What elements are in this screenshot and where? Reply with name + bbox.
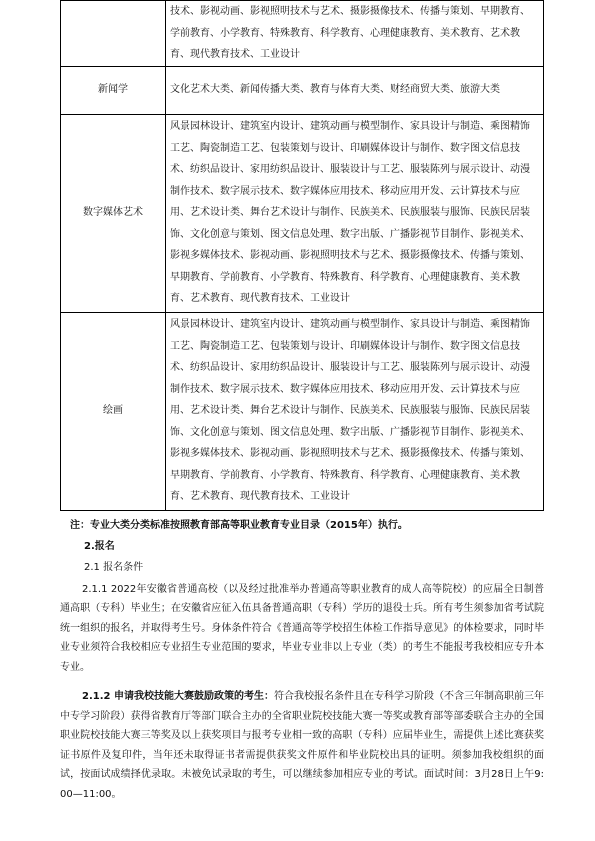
majors-cell: 文化艺术大类、新闻传播大类、教育与体育大类、财经商贸大类、旅游大类 xyxy=(166,66,544,114)
category-cell: 绘画 xyxy=(61,312,166,510)
table-row xyxy=(61,114,544,312)
paragraph-body: 符合我校报名条件且在专科学习阶段（不含三年制高职前三年中专学习阶段）获得省教育厅等部门联合主办的全省职业院校技能大赛一等奖或教育部等部委联合主办的全国职业院校技能大赛三等奖及以上获奖项目与报考专业相一致的高职（专科）应届毕业生，需提供上述比赛获奖证书原件及复印件，当年还未取得证书者需提供获奖文件原件和毕业院校出具的证明。须参加我校组织的面试，按面试成绩择优录取。未被免试录取的考生，可以继续参加相应专业的考试。面试时间：3月28日上午9:00—11:00。 xyxy=(60,691,545,800)
majors-cell: 技术、影视动画、影视照明技术与艺术、摄影摄像技术、传播与策划、早期教育、学前教育、小学教育、特殊教育、科学教育、心理健康教育、美术教育、艺术教育、现代教育技术、工业设计 xyxy=(166,1,544,67)
paragraph-skills-competition xyxy=(60,687,544,804)
majors-table xyxy=(60,0,544,511)
subsection-title: 2.1 报名条件 xyxy=(84,561,144,573)
section-title: 2.报名 xyxy=(84,540,115,552)
table-row xyxy=(61,312,544,510)
table-note: 注：专业大类分类标准按照教育部高等职业教育专业目录（2015年）执行。 xyxy=(70,519,408,531)
paragraph-lead: 2.1.2 申请我校技能大赛鼓励政策的考生： xyxy=(82,691,274,702)
majors-cell: 风景园林设计、建筑室内设计、建筑动画与模型制作、家具设计与制造、乘图精饰工艺、陶瓷制造工艺、包装策划与设计、印刷媒体设计与制作、数字图文信息技术、纺织品设计、家用纺织品设计、服装设计与工艺、服装陈列与展示设计、动漫制作技术、数字展示技术、数字媒体应用技术、移动应用开发、云计算技术与应用、艺术设计类、舞台艺术设计与制作、民族美术、民族服装与服饰、民族民居装饰、文化创意与策划、图文信息处理、数字出版、广播影视节目制作、影视美术、影视多媒体技术、影视动画、影视照明技术与艺术、摄影摄像技术、传播与策划、早期教育、学前教育、小学教育、特殊教育、科学教育、心理健康教育、美术教育、艺术教育、现代教育技术、工业设计 xyxy=(166,114,544,312)
document-page xyxy=(60,0,544,814)
category-cell: 新闻学 xyxy=(61,66,166,114)
table-row xyxy=(61,66,544,114)
category-cell xyxy=(61,1,166,67)
majors-cell: 风景园林设计、建筑室内设计、建筑动画与模型制作、家具设计与制造、乘图精饰工艺、陶瓷制造工艺、包装策划与设计、印刷媒体设计与制作、数字图文信息技术、纺织品设计、家用纺织品设计、服装设计与工艺、服装陈列与展示设计、动漫制作技术、数字展示技术、数字媒体应用技术、移动应用开发、云计算技术与应用、艺术设计类、舞台艺术设计与制作、民族美术、民族服装与服饰、民族民居装饰、文化创意与策划、图文信息处理、数字出版、广播影视节目制作、影视美术、影视多媒体技术、影视动画、影视照明技术与艺术、摄影摄像技术、传播与策划、早期教育、学前教育、小学教育、特殊教育、科学教育、心理健康教育、美术教育、艺术教育、现代教育技术、工业设计 xyxy=(166,312,544,510)
paragraph-eligibility: 2.1.1 2022年安徽省普通高校（以及经过批准举办普通高等职业教育的成人高等院校）的应届全日制普通高职（专科）毕业生；在安徽省应征入伍具备普通高职（专科）学历的退役士兵。所有考生须参加省考试院统一组织的报名，并取得考生号。身体条件符合《普通高等学校招生体检工作指导意见》的体检要求，同时毕业专业须符合我校相应专业招生专业范围的要求，毕业专业非以上专业（类）的考生不能报考我校相应专升本专业。 xyxy=(60,583,544,673)
table-row xyxy=(61,1,544,67)
category-cell: 数字媒体艺术 xyxy=(61,114,166,312)
